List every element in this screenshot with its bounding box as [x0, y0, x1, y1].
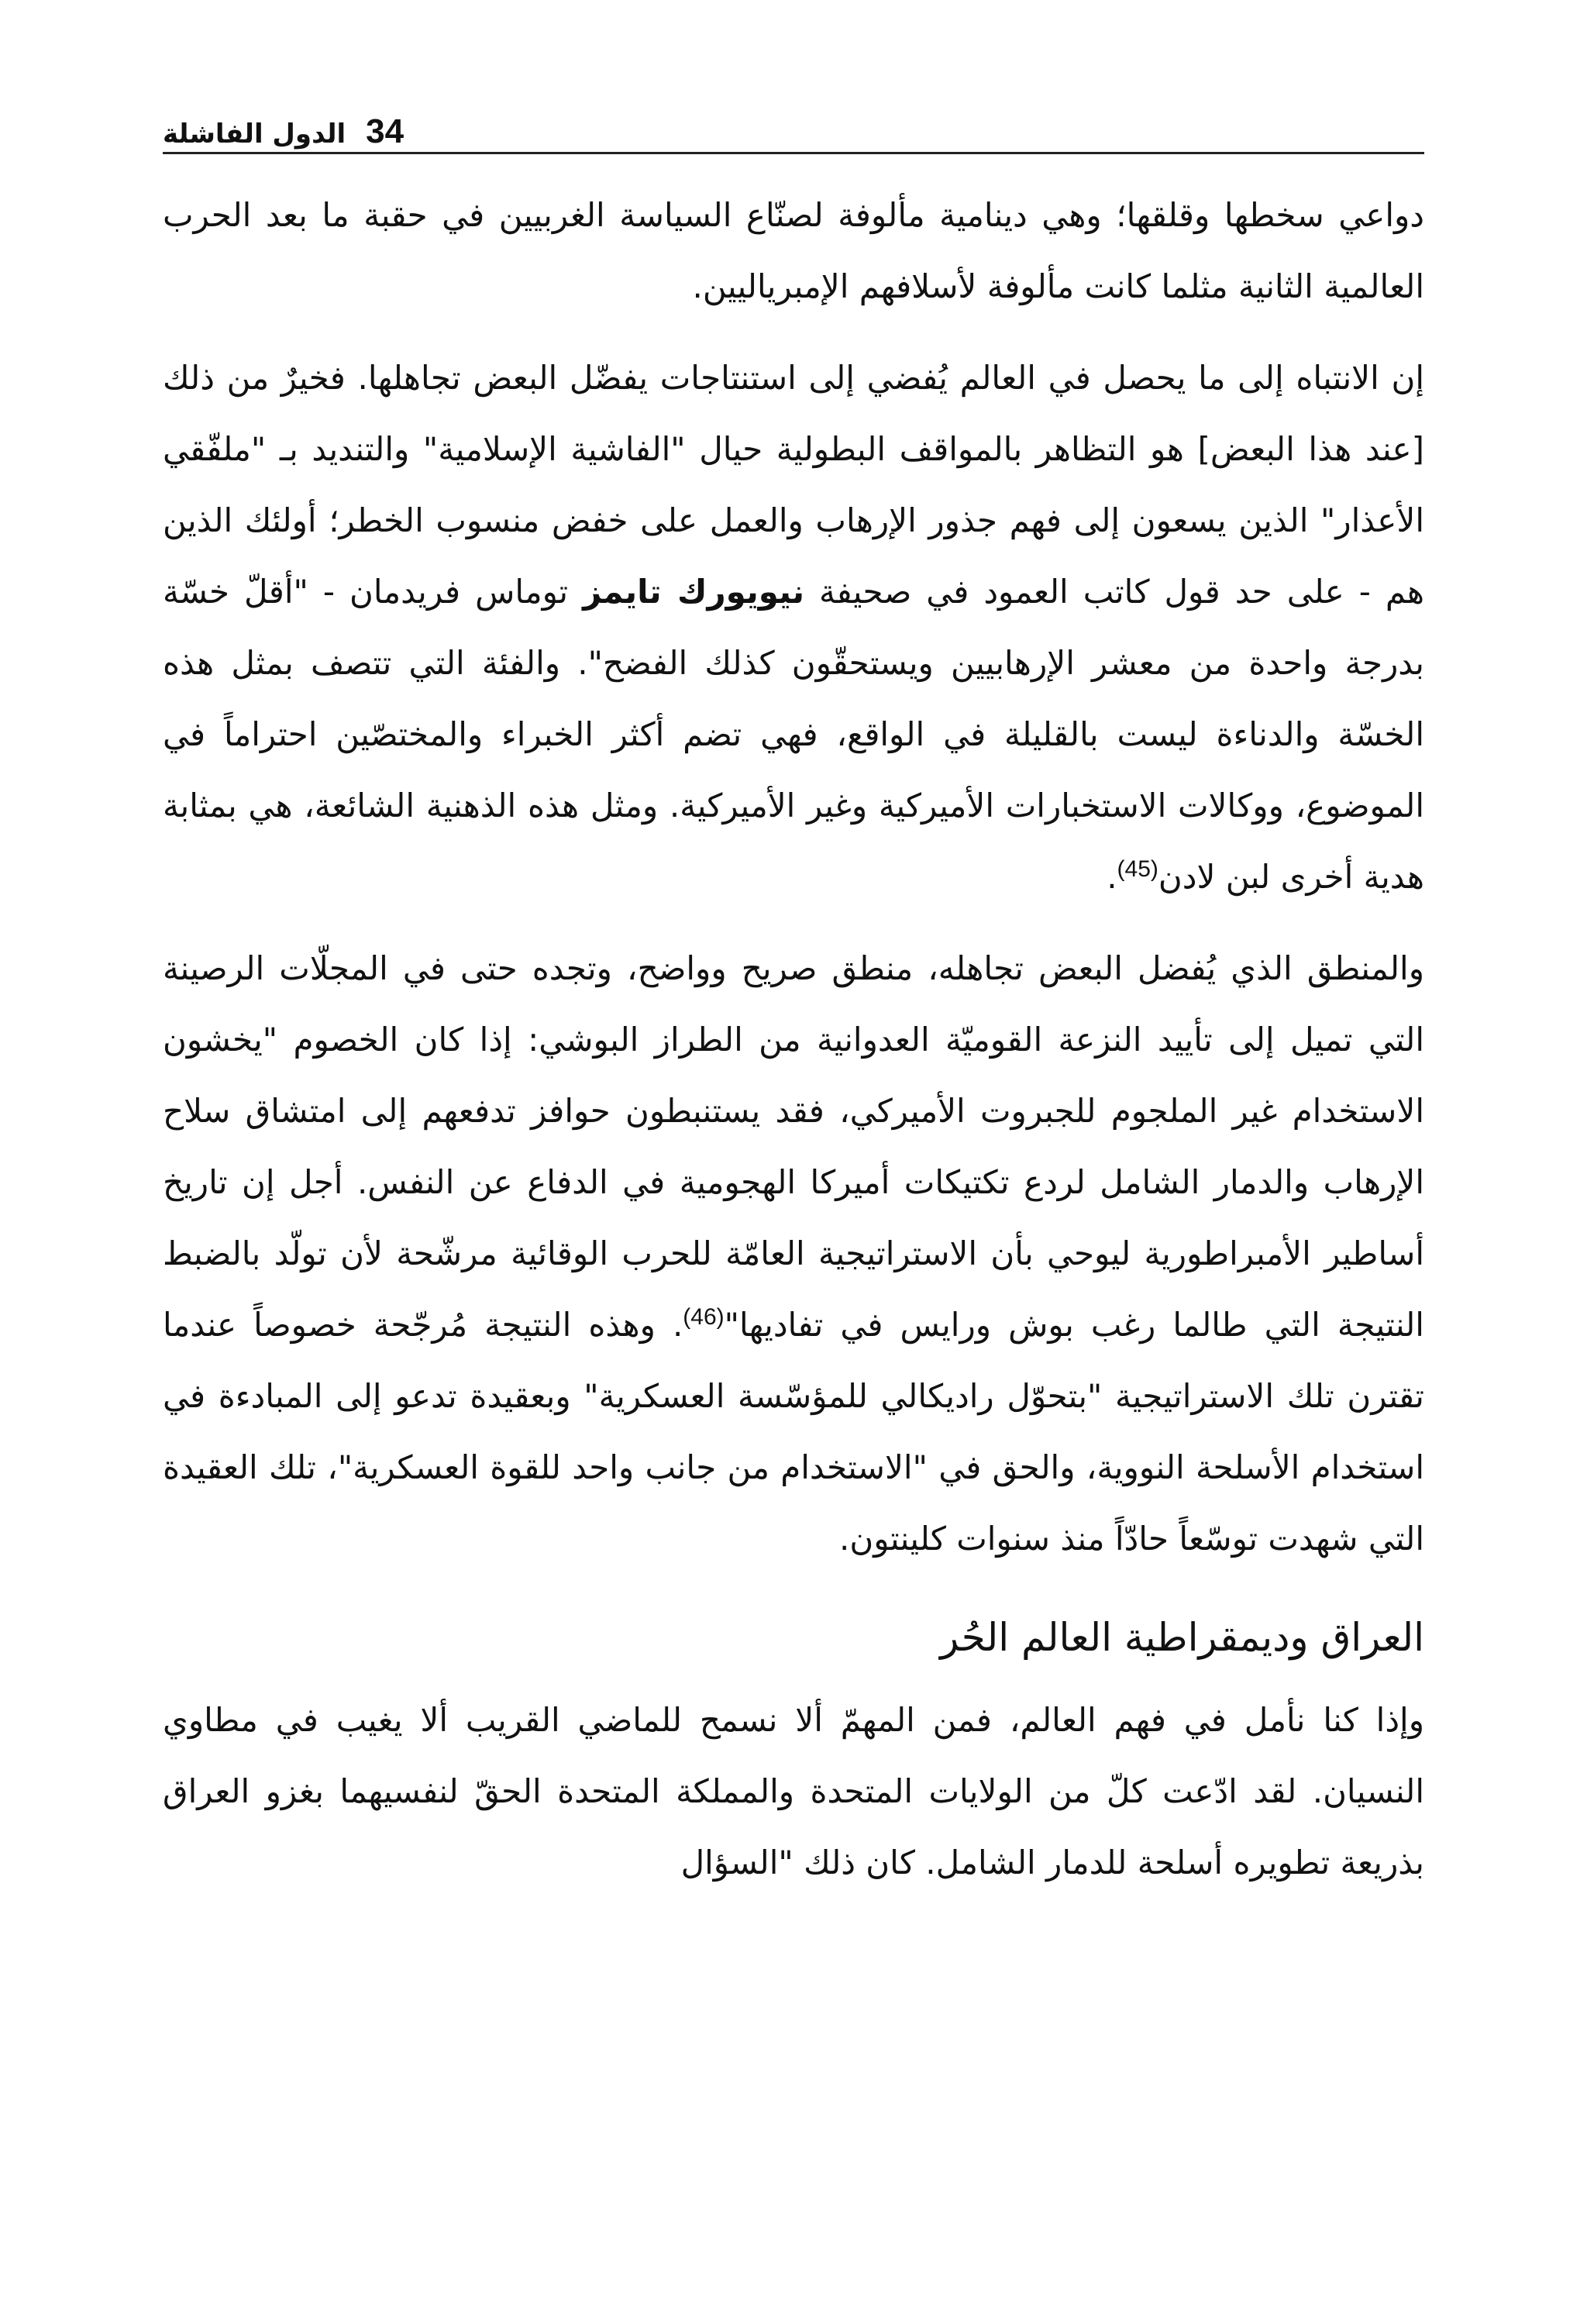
paragraph-3-text-end: . وهذه النتيجة مُرجّحة خصوصاً عندما تقترن تلك الاستراتيجية "بتحوّل راديكالي للمؤسّسة العسكرية" وبعقيدة تدعو إلى المبادءة في استخدام الأسلحة النووية، والحق في "الاستخدام من جانب واحد للقوة العسكرية"، تلك العقيدة التي شهدت توسّعاً حادّاً منذ سنوات كلينتون.	[163, 1306, 1424, 1558]
page-number: 34	[366, 112, 404, 150]
running-title: الدول الفاشلة	[163, 119, 346, 150]
paragraph-2-text-start: إن الانتباه إلى ما يحصل في العالم يُفضي إلى استنتاجات يفضّل البعض تجاهلها. فخيرٌ من ذلك [عند هذا البعض] هو التظاهر بالمواقف البطولية حيال "الفاشية الإسلامية" والتنديد بـ "ملفّقي الأعذار" الذين يسعون إلى فهم جذور الإرهاب والعمل على خفض منسوب الخطر؛ أولئك الذين هم - على حد قول كاتب العمود في صحيفة	[163, 359, 1425, 611]
footnote-marker-46: (46)	[683, 1304, 725, 1330]
paragraph-3-text-start: والمنطق الذي يُفضل البعض تجاهله، منطق صريح وواضح، وتجده حتى في المجلّات الرصينة التي تميل إلى تأييد النزعة القوميّة العدوانية من الطراز البوشي: إذا كان الخصوم "يخشون الاستخدام غير الملجوم للجبروت الأميركي، فقد يستنبطون حوافز تدفعهم إلى امتشاق سلاح الإرهاب والدمار الشامل لردع تكتيكات أميركا الهجومية في الدفاع عن النفس. أجل إن تاريخ أساطير الأمبراطورية ليوحي بأن الاستراتيجية العامّة للحرب الوقائية مرشّحة لأن تولّد بالضبط النتيجة التي طالما رغب بوش ورايس في تفاديها"	[163, 949, 1424, 1344]
header-rule	[163, 152, 1424, 154]
footnote-marker-45: (45)	[1117, 856, 1158, 882]
section-paragraph-text: وإذا كنا نأمل في فهم العالم، فمن المهمّ ألا نسمح للماضي القريب ألا يغيب في مطاوي النسيان. لقد ادّعت كلّ من الولايات المتحدة والمملكة المتحدة الحقّ لنفسيهما بغزو العراق بذريعة تطويره أسلحة للدمار الشامل. كان ذلك "السؤال	[163, 1701, 1424, 1882]
page-body	[163, 180, 1424, 1919]
paragraph-3	[163, 933, 1424, 1575]
running-header	[163, 82, 1424, 149]
paragraph-2	[163, 343, 1424, 913]
newspaper-name: نيويورك تايمز	[583, 573, 804, 611]
paragraph-1	[163, 180, 1424, 322]
paragraph-2-text-end: توماس فريدمان - "أقلّ خسّة بدرجة واحدة من معشر الإرهابيين ويستحقّون كذلك الفضح". والفئة التي تتصف بمثل هذه الخسّة والدناءة ليست بالقليلة في الواقع، فهي تضم أكثر الخبراء والمختصّين احتراماً في الموضوع، ووكالات الاستخبارات الأميركية وغير الأميركية. ومثل هذه الذهنية الشائعة، هي بمثابة هدية أخرى لبن لادن	[163, 573, 1424, 896]
paragraph-1-text: دواعي سخطها وقلقها؛ وهي دينامية مألوفة لصنّاع السياسة الغربيين في حقبة ما بعد الحرب العالمية الثانية مثلما كانت مألوفة لأسلافهم الإمبرياليين.	[163, 196, 1424, 305]
paragraph-2-period: .	[1107, 858, 1117, 896]
section-paragraph	[163, 1685, 1424, 1899]
section-heading: العراق وديمقراطية العالم الحُر	[940, 1615, 1424, 1660]
